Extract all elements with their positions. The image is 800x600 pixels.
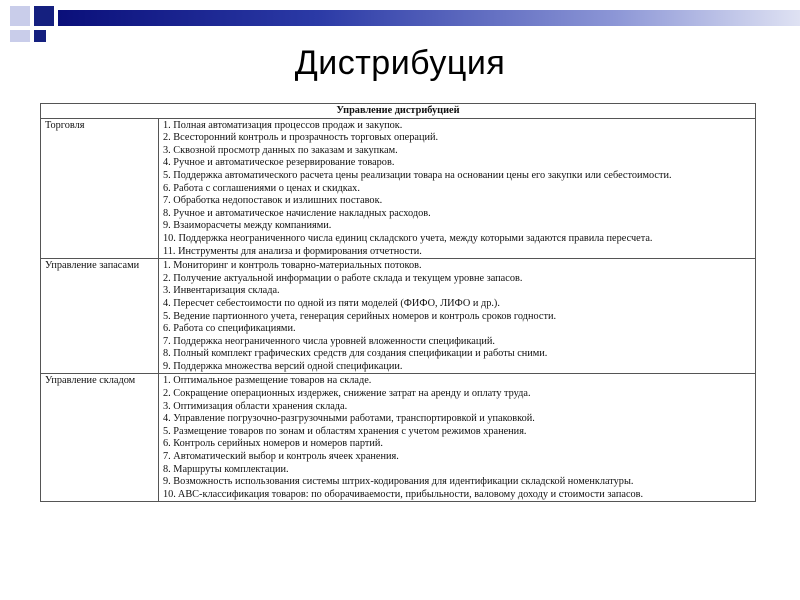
decor-square bbox=[34, 6, 54, 26]
distribution-table bbox=[40, 103, 756, 502]
list-item: 5. Размещение товаров по зонам и областям хранения с учетом режимов хранения. bbox=[163, 425, 527, 437]
list-item: 9. Поддержка множества версий одной спецификации. bbox=[163, 360, 403, 372]
page-title: Дистрибуция bbox=[294, 44, 506, 82]
list-item: 9. Взаиморасчеты между компаниями. bbox=[163, 220, 332, 232]
list-item: 11. Инструменты для анализа и формирования отчетности. bbox=[163, 245, 422, 257]
table-row bbox=[41, 259, 756, 374]
list-item: 4. Пересчет себестоимости по одной из пяти моделей (ФИФО, ЛИФО и др.). bbox=[163, 297, 500, 309]
list-item: 1. Полная автоматизация процессов продаж и закупок. bbox=[163, 119, 403, 131]
list-item: 6. Работа со спецификациями. bbox=[163, 323, 296, 335]
items-cell bbox=[159, 118, 756, 259]
decor-square bbox=[34, 30, 46, 42]
list-item: 3. Оптимизация области хранения склада. bbox=[163, 400, 348, 412]
list-item: 2. Получение актуальной информации о работе склада и текущем уровне запасов. bbox=[163, 272, 523, 284]
list-item: 4. Ручное и автоматическое резервирование товаров. bbox=[163, 157, 395, 169]
list-item: 8. Полный комплект графических средств для создания спецификации и работы сними. bbox=[163, 348, 548, 360]
items-cell bbox=[159, 374, 756, 502]
list-item: 9. Возможность использования системы штрих-кодирования для идентификации складской номенклатуры. bbox=[163, 476, 634, 488]
list-item: 6. Контроль серийных номеров и номеров партий. bbox=[163, 438, 383, 450]
list-item: 3. Инвентаризация склада. bbox=[163, 285, 280, 297]
list-item: 7. Обработка недопоставок и излишних поставок. bbox=[163, 195, 383, 207]
category-cell: Управление складом bbox=[41, 374, 159, 502]
list-item: 7. Автоматический выбор и контроль ячеек хранения. bbox=[163, 451, 399, 463]
decor-square bbox=[10, 6, 30, 26]
list-item: 5. Ведение партионного учета, генерация серийных номеров и контроль сроков годности. bbox=[163, 310, 557, 322]
table-header: Управление дистрибуцией bbox=[41, 104, 756, 119]
list-item: 3. Сквозной просмотр данных по заказам и закупкам. bbox=[163, 144, 398, 156]
list-item: 10. Поддержка неограниченного числа единиц складского учета, между которыми задаются правила пересчета. bbox=[163, 232, 653, 244]
category-cell: Торговля bbox=[41, 118, 159, 259]
list-item: 10. ABC-классификация товаров: по оборачиваемости, прибыльности, валовому доходу и стоимости запасов. bbox=[163, 488, 644, 500]
list-item: 8. Ручное и автоматическое начисление накладных расходов. bbox=[163, 207, 431, 219]
list-item: 1. Мониторинг и контроль товарно-материальных потоков. bbox=[163, 260, 422, 272]
item-list bbox=[163, 120, 751, 259]
list-item: 2. Всесторонний контроль и прозрачность торговых операций. bbox=[163, 132, 439, 144]
list-item: 2. Сокращение операционных издержек, снижение затрат на аренду и оплату труда. bbox=[163, 388, 531, 400]
list-item: 8. Маршруты комплектации. bbox=[163, 463, 289, 475]
list-item: 5. Поддержка автоматического расчета цены реализации товара на основании цены его закупки или себестоимости. bbox=[163, 169, 672, 181]
list-item: 1. Оптимальное размещение товаров на складе. bbox=[163, 375, 372, 387]
table-header-row bbox=[41, 104, 756, 119]
category-cell: Управление запасами bbox=[41, 259, 159, 374]
item-list bbox=[163, 260, 751, 373]
table-row bbox=[41, 118, 756, 259]
item-list bbox=[163, 375, 751, 501]
list-item: 4. Управление погрузочно-разгрузочными работами, транспортировкой и упаковкой. bbox=[163, 413, 535, 425]
table-row bbox=[41, 374, 756, 502]
decor-square bbox=[10, 30, 30, 42]
items-cell bbox=[159, 259, 756, 374]
list-item: 7. Поддержка неограниченного числа уровней вложенности спецификаций. bbox=[163, 335, 495, 347]
header-gradient-bar bbox=[58, 10, 800, 26]
list-item: 6. Работа с соглашениями о ценах и скидках. bbox=[163, 182, 360, 194]
